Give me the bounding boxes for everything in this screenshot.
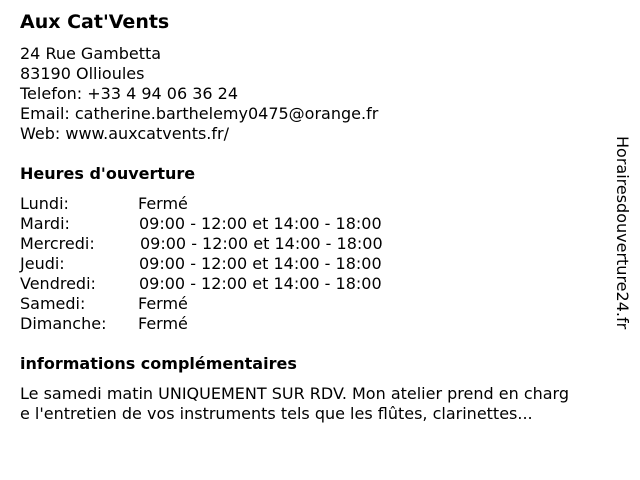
hours-row-wednesday <box>20 234 440 254</box>
time-value: 09:00 - 12:00 et 14:00 - 18:00 <box>140 234 383 253</box>
day-label: Jeudi: <box>20 254 65 273</box>
phone-line: Telefon: +33 4 94 06 36 24 <box>20 84 239 103</box>
info-line-2: e l'entretien de vos instruments tels que les flûtes, clarinettes... <box>20 404 533 423</box>
day-label: Mardi: <box>20 214 70 233</box>
hours-row-thursday <box>20 254 440 274</box>
day-label: Dimanche: <box>20 314 107 333</box>
time-value: Fermé <box>138 194 188 213</box>
contact-block <box>20 44 378 144</box>
day-label: Mercredi: <box>20 234 95 253</box>
day-label: Lundi: <box>20 194 69 213</box>
time-value: 09:00 - 12:00 et 14:00 - 18:00 <box>139 274 382 293</box>
hours-row-saturday <box>20 294 440 314</box>
hours-table <box>20 194 440 334</box>
time-value: 09:00 - 12:00 et 14:00 - 18:00 <box>139 214 382 233</box>
site-watermark: Horairesdouverture24.fr <box>613 136 632 330</box>
info-text <box>20 384 620 424</box>
time-value: Fermé <box>138 314 188 333</box>
email-line: Email: catherine.barthelemy0475@orange.fr <box>20 104 379 123</box>
address-street: 24 Rue Gambetta <box>20 44 162 63</box>
hours-row-sunday <box>20 314 440 334</box>
day-label: Samedi: <box>20 294 86 313</box>
time-value: Fermé <box>138 294 188 313</box>
address-city: 83190 Ollioules <box>20 64 145 83</box>
business-name: Aux Cat'Vents <box>20 11 170 33</box>
day-label: Vendredi: <box>20 274 96 293</box>
info-heading: informations complémentaires <box>20 354 297 373</box>
info-line-1: Le samedi matin UNIQUEMENT SUR RDV. Mon atelier prend en charg <box>20 384 570 403</box>
hours-row-tuesday <box>20 214 440 234</box>
hours-heading: Heures d'ouverture <box>20 164 196 183</box>
hours-row-monday <box>20 194 440 214</box>
hours-row-friday <box>20 274 440 294</box>
time-value: 09:00 - 12:00 et 14:00 - 18:00 <box>139 254 382 273</box>
web-line: Web: www.auxcatvents.fr/ <box>20 124 229 143</box>
